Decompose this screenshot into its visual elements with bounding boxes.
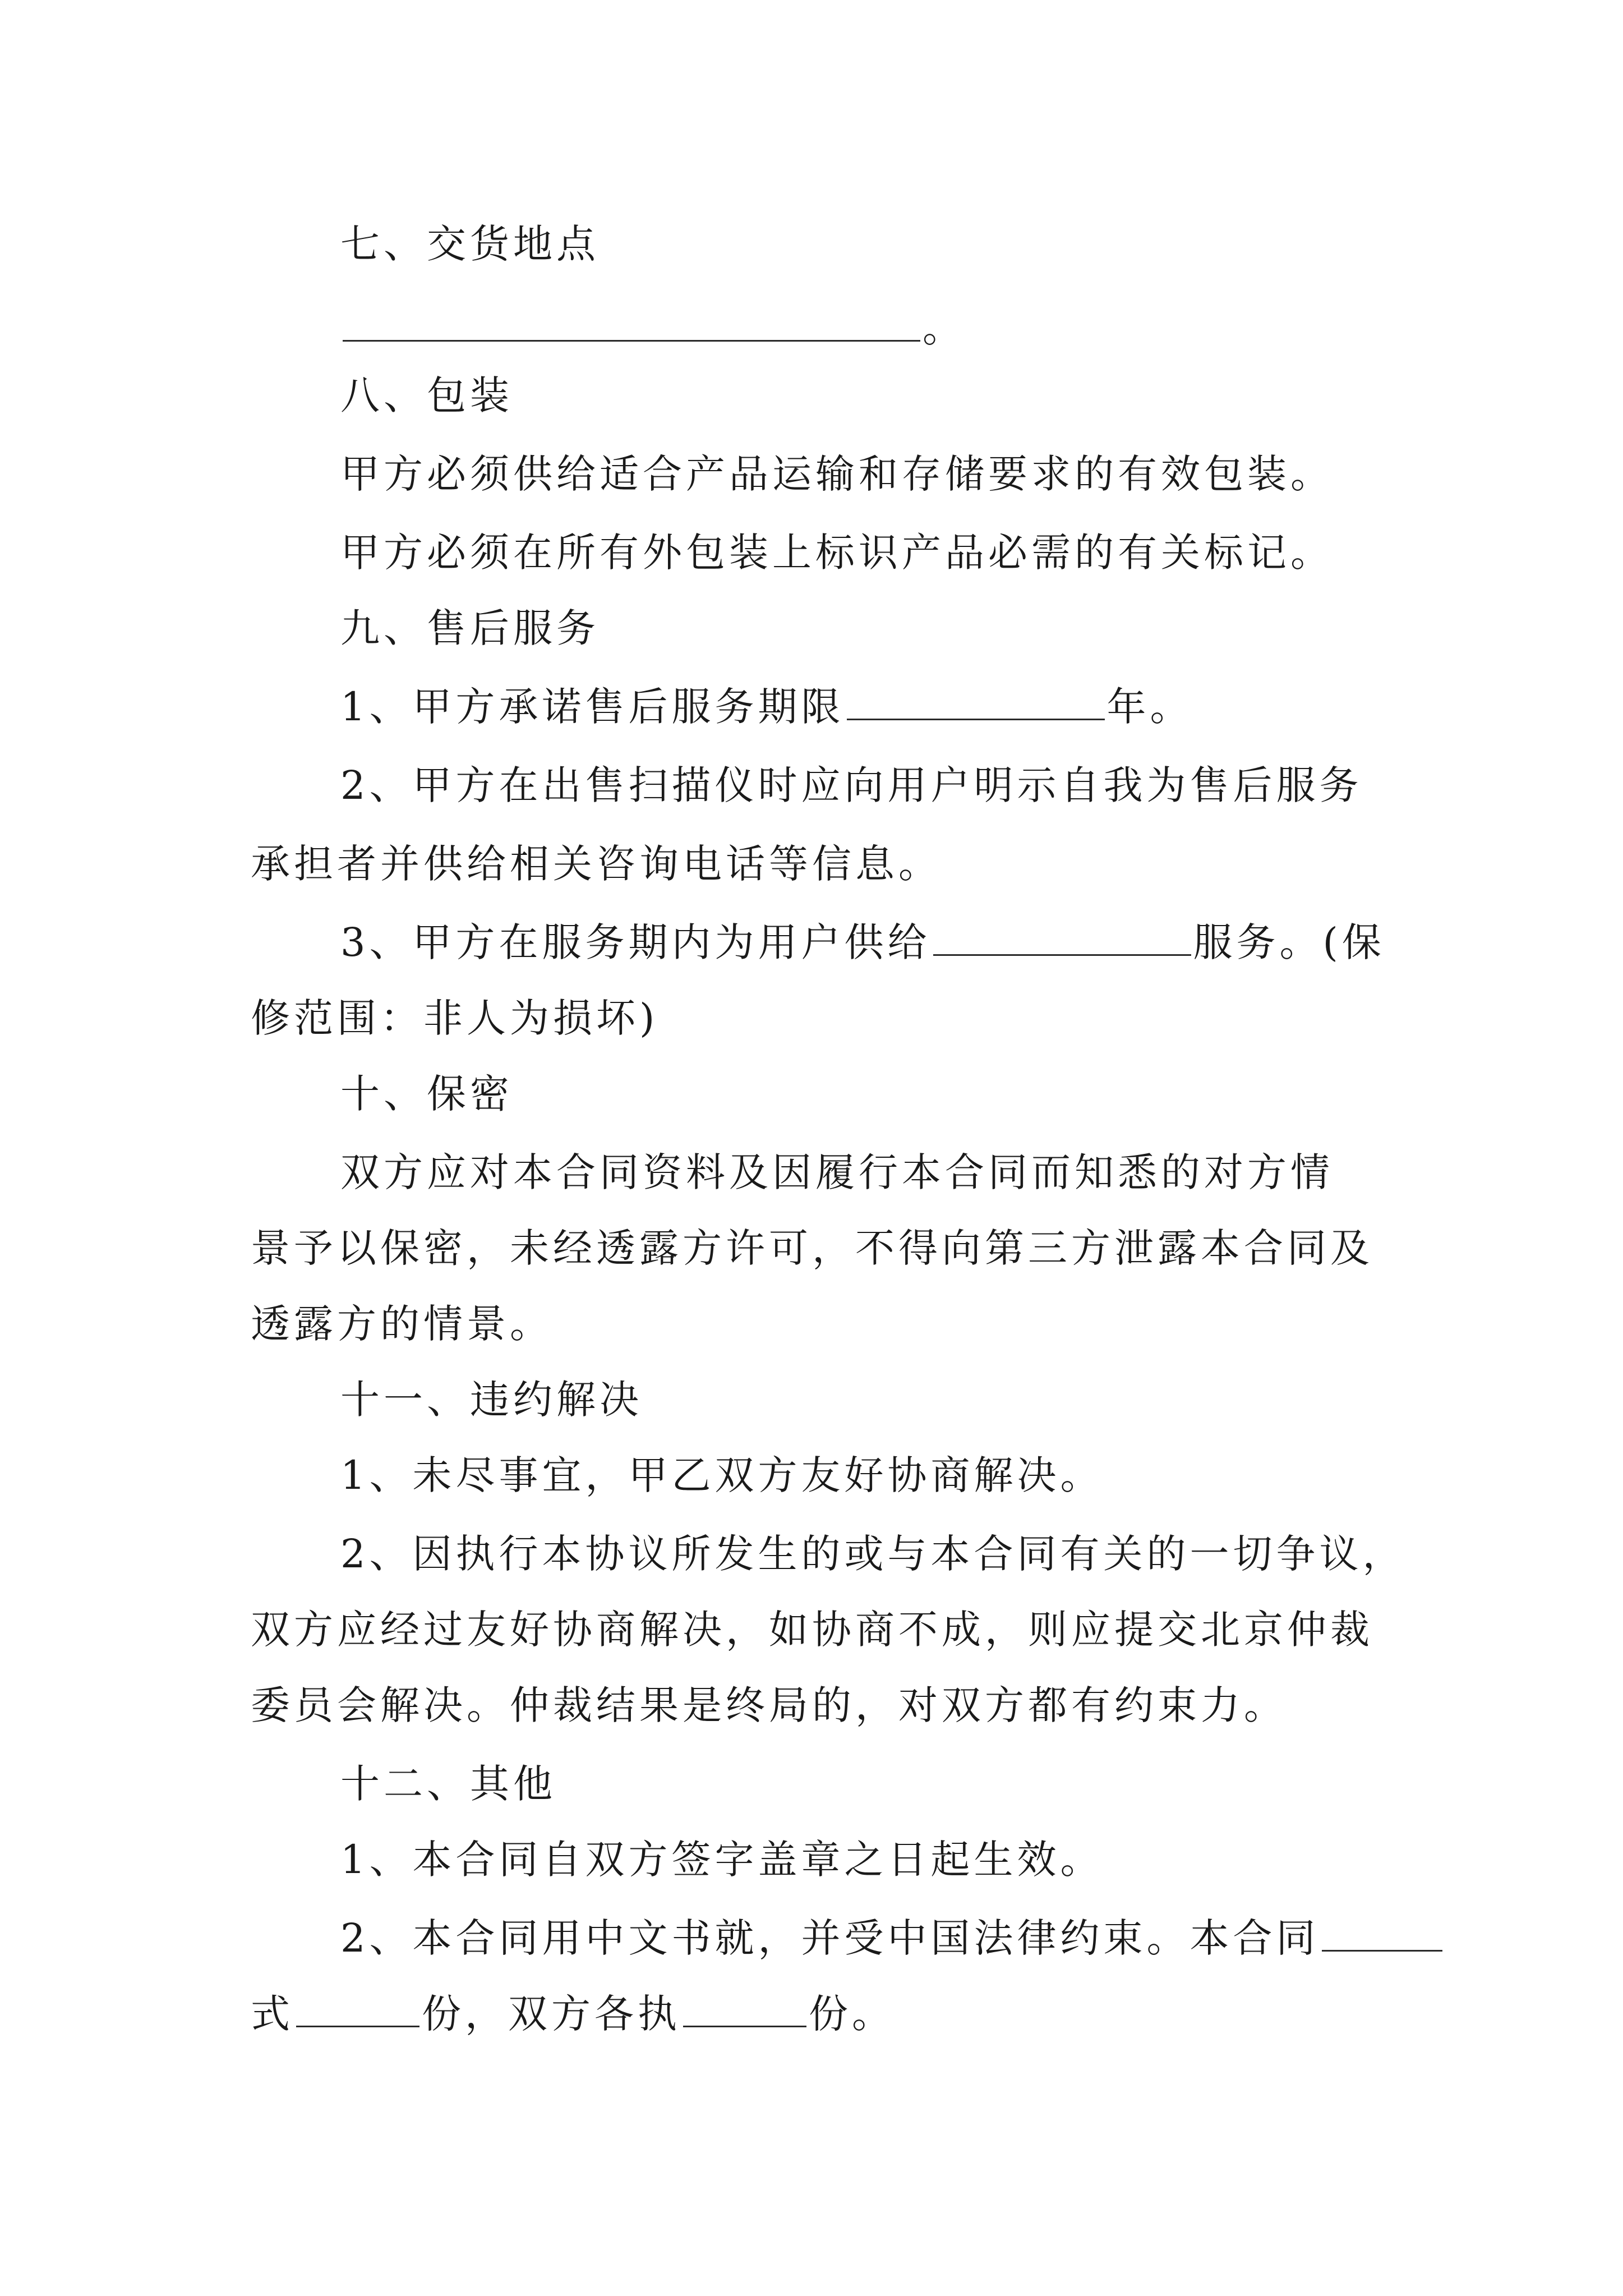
service-item-3-text: 3、甲方在服务期内为用户供给 xyxy=(340,919,931,965)
other-item-1: 1、本合同自双方签字盖章之日起生效。 xyxy=(340,1837,1104,1883)
section-11-heading: 十一、违约解决 xyxy=(340,1377,643,1423)
copies-count-blank xyxy=(1322,1915,1442,1952)
other-item-2-text: 2、本合同用中文书就，并受中国法律约束。本合同 xyxy=(340,1915,1320,1961)
service-item-1-end: 年。 xyxy=(1106,684,1193,730)
delivery-location-blank xyxy=(343,305,920,342)
other-item-2-each: 份，双方各执 xyxy=(422,1991,681,2037)
dispute-item-2-line-2: 双方应经过友好协商解决，如协商不成，则应提交北京仲裁 xyxy=(251,1607,1373,1653)
other-item-2-end: 份。 xyxy=(809,1991,895,2037)
packaging-paragraph-1: 甲方必须供给适合产品运输和存储要求的有效包装。 xyxy=(340,451,1334,497)
dispute-item-1: 1、未尽事宜，甲乙双方友好协商解决。 xyxy=(340,1452,1104,1498)
confidentiality-line-3: 透露方的情景。 xyxy=(251,1301,553,1347)
section-10-heading: 十、保密 xyxy=(340,1071,513,1117)
other-item-2-form: 式 xyxy=(251,1991,294,2037)
dispute-item-2-line-1: 2、因执行本协议所发生的或与本合同有关的一切争议， xyxy=(340,1531,1406,1577)
delivery-location-period: 。 xyxy=(923,305,966,351)
section-8-heading: 八、包装 xyxy=(340,372,513,418)
copies-format-blank xyxy=(296,1991,419,2027)
service-item-2-line-1: 2、甲方在出售扫描仪时应向用户明示自我为售后服务 xyxy=(340,762,1363,808)
service-item-3-line-2: 修范围：非人为损坏) xyxy=(251,995,659,1041)
section-12-heading: 十二、其他 xyxy=(340,1761,556,1807)
other-item-2-line-2 xyxy=(251,1989,895,2039)
confidentiality-line-1: 双方应对本合同资料及因履行本合同而知悉的对方情 xyxy=(340,1149,1334,1195)
service-item-1 xyxy=(340,682,1193,732)
service-item-3-end: 服务。(保 xyxy=(1193,919,1385,965)
service-item-1-text: 1、甲方承诺售后服务期限 xyxy=(340,684,845,730)
section-7-heading: 七、交货地点 xyxy=(340,221,600,267)
dispute-item-2-line-3: 委员会解决。仲裁结果是终局的，对双方都有约束力。 xyxy=(251,1682,1287,1728)
confidentiality-line-2: 景予以保密，未经透露方许可，不得向第三方泄露本合同及 xyxy=(251,1225,1373,1271)
service-item-3-line-1 xyxy=(340,917,1385,968)
service-period-blank xyxy=(847,684,1105,720)
service-content-blank xyxy=(933,919,1191,956)
copies-each-blank xyxy=(683,1991,806,2027)
delivery-location-line xyxy=(340,303,966,353)
section-9-heading: 九、售后服务 xyxy=(340,605,600,651)
packaging-paragraph-2: 甲方必须在所有外包装上标识产品必需的有关标记。 xyxy=(340,530,1334,576)
service-item-2-line-2: 承担者并供给相关咨询电话等信息。 xyxy=(251,841,942,887)
other-item-2-line-1 xyxy=(340,1913,1445,1963)
